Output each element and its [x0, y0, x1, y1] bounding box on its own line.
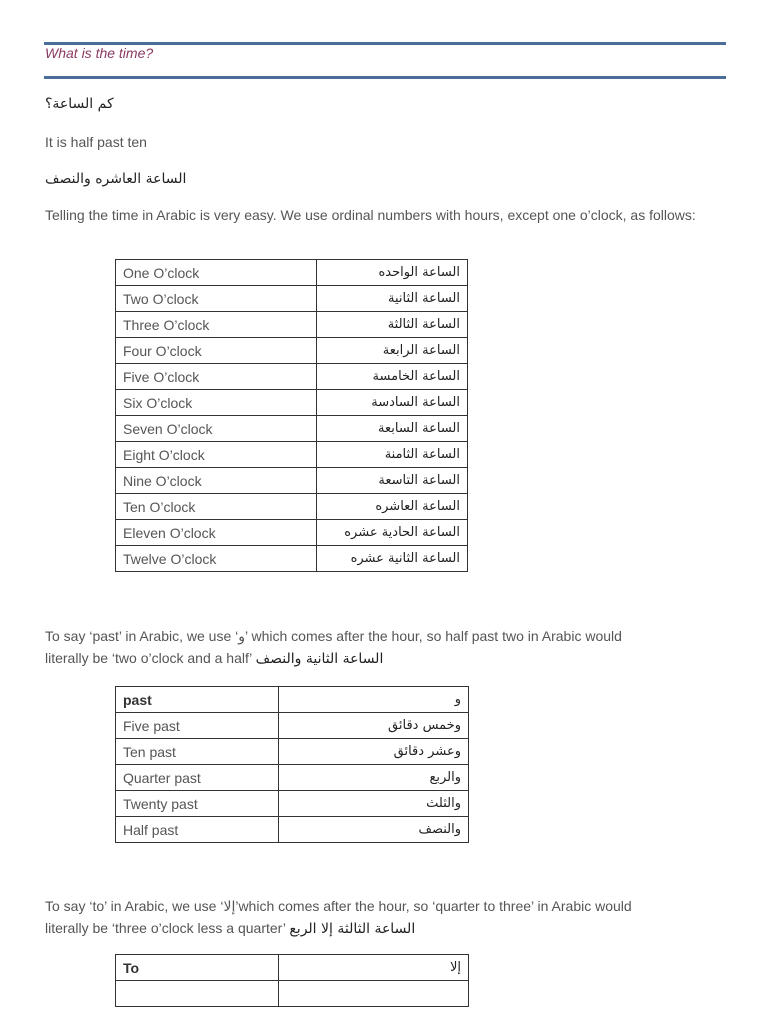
table-header-row	[116, 955, 469, 981]
past-table	[115, 686, 469, 843]
table-cell-english: Five past	[116, 713, 279, 739]
table-cell-english: Two O’clock	[116, 286, 317, 312]
table-cell-english: Six O’clock	[116, 390, 317, 416]
table-cell-arabic: الساعة الخامسة	[317, 364, 468, 390]
table-row	[116, 765, 469, 791]
table-row	[116, 442, 468, 468]
table-cell-english: Three O’clock	[116, 312, 317, 338]
table-header-english: To	[116, 955, 279, 981]
table-cell-arabic: الساعة الثانية عشره	[317, 546, 468, 572]
table-cell-english	[116, 981, 279, 1007]
table-cell-arabic	[279, 981, 469, 1007]
table-cell-arabic: الساعة الرابعة	[317, 338, 468, 364]
table-header-row	[116, 687, 469, 713]
example-arabic: الساعة العاشره والنصف	[45, 171, 187, 187]
table-cell-english: One O’clock	[116, 260, 317, 286]
table-cell-english: Seven O’clock	[116, 416, 317, 442]
table-cell-english: Four O’clock	[116, 338, 317, 364]
table-cell-english: Nine O’clock	[116, 468, 317, 494]
table-row	[116, 416, 468, 442]
table-cell-arabic: الساعة العاشره	[317, 494, 468, 520]
to-paragraph-line2: literally be ‘three o’clock less a quarter’	[45, 920, 290, 936]
bottom-divider	[44, 76, 726, 79]
table-cell-arabic: والربع	[279, 765, 469, 791]
table-row	[116, 364, 468, 390]
table-row	[116, 817, 469, 843]
table-header-arabic: إلا	[279, 955, 469, 981]
table-row	[116, 494, 468, 520]
table-row	[116, 390, 468, 416]
table-cell-english: Quarter past	[116, 765, 279, 791]
to-paragraph-line1: To say ‘to’ in Arabic, we use ‘إلا’which comes after the hour, so ‘quarter to three’ in Arabic would	[45, 898, 632, 914]
table-row	[116, 981, 469, 1007]
table-cell-english: Eleven O’clock	[116, 520, 317, 546]
table-row	[116, 286, 468, 312]
past-paragraph-arabic: الساعة الثانية والنصف	[255, 651, 384, 667]
table-row	[116, 338, 468, 364]
table-row	[116, 468, 468, 494]
table-header-english: past	[116, 687, 279, 713]
table-cell-arabic: الساعة الحادية عشره	[317, 520, 468, 546]
table-cell-arabic: الساعة الثالثة	[317, 312, 468, 338]
table-cell-english: Eight O’clock	[116, 442, 317, 468]
table-row	[116, 520, 468, 546]
to-table	[115, 954, 469, 1007]
table-header-arabic: و	[279, 687, 469, 713]
hours-table	[115, 259, 468, 572]
table-row	[116, 260, 468, 286]
table-cell-arabic: والثلث	[279, 791, 469, 817]
table-cell-english: Five O’clock	[116, 364, 317, 390]
table-cell-arabic: الساعة السابعة	[317, 416, 468, 442]
table-cell-english: Ten past	[116, 739, 279, 765]
table-cell-arabic: وعشر دقائق	[279, 739, 469, 765]
table-cell-arabic: وخمس دقائق	[279, 713, 469, 739]
table-row	[116, 546, 468, 572]
table-row	[116, 312, 468, 338]
table-cell-english: Half past	[116, 817, 279, 843]
example-english: It is half past ten	[45, 134, 147, 150]
table-cell-arabic: الساعة الثانية	[317, 286, 468, 312]
table-cell-english: Ten O’clock	[116, 494, 317, 520]
question-arabic: كم الساعة؟	[45, 96, 114, 112]
table-row	[116, 791, 469, 817]
page-title: What is the time?	[45, 45, 154, 61]
table-row	[116, 739, 469, 765]
past-paragraph-line1: To say ‘past’ in Arabic, we use ‘و’ which comes after the hour, so half past two in Arabic would	[45, 628, 622, 644]
table-cell-arabic: الساعة السادسة	[317, 390, 468, 416]
table-cell-english: Twenty past	[116, 791, 279, 817]
table-cell-arabic: والنصف	[279, 817, 469, 843]
table-cell-arabic: الساعة التاسعة	[317, 468, 468, 494]
table-row	[116, 713, 469, 739]
to-paragraph	[45, 895, 725, 940]
past-paragraph	[45, 625, 725, 670]
to-paragraph-arabic: الساعة الثالثة إلا الربع	[289, 921, 416, 937]
table-cell-arabic: الساعة الثامنة	[317, 442, 468, 468]
table-cell-arabic: الساعة الواحده	[317, 260, 468, 286]
table-cell-english: Twelve O’clock	[116, 546, 317, 572]
past-paragraph-line2: literally be ‘two o’clock and a half’	[45, 650, 256, 666]
intro-paragraph: Telling the time in Arabic is very easy. We use ordinal numbers with hours, except one o’clock, as follows:	[45, 207, 696, 223]
